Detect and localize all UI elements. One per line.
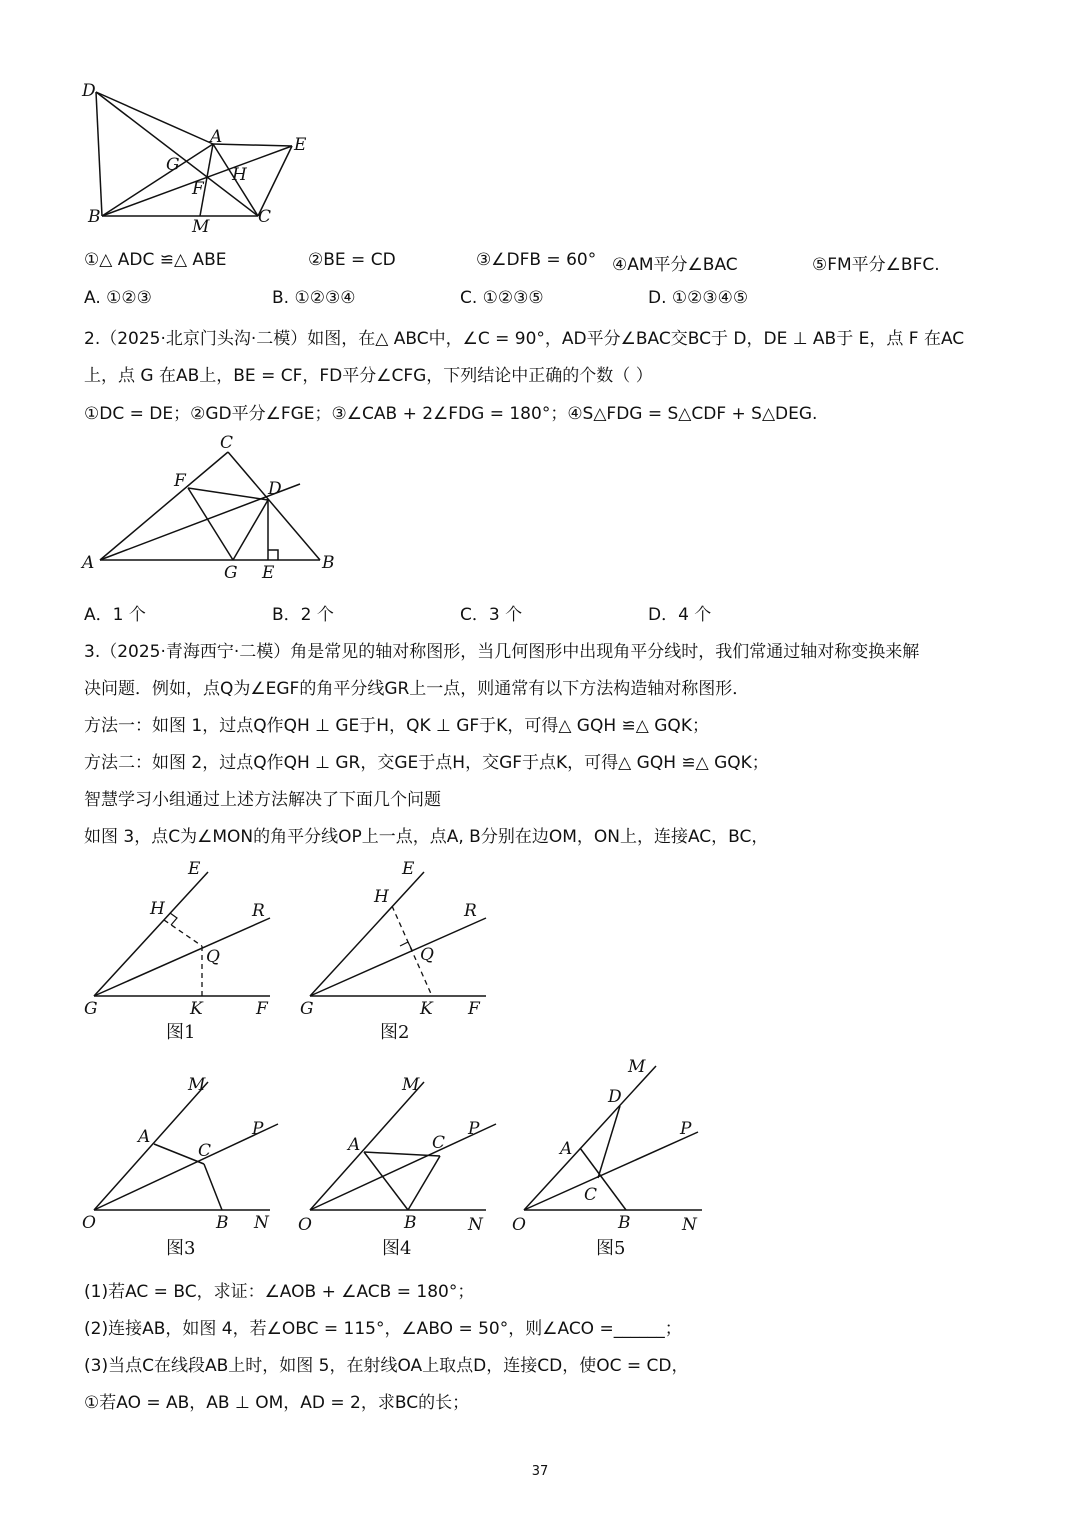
q1-statement: ④AM平分∠BAC	[612, 255, 738, 275]
fig-label: G	[84, 999, 98, 1019]
fig-label: R	[252, 901, 265, 921]
figure-q1	[80, 80, 320, 240]
fig-label: D	[82, 81, 96, 101]
figure-2	[296, 856, 496, 1046]
fig-label: E	[188, 859, 201, 879]
fig-label: B	[216, 1213, 229, 1233]
fig-label: H	[374, 887, 389, 907]
fig-label: C	[220, 433, 234, 453]
fig-label: M	[402, 1075, 420, 1095]
fig-label: N	[254, 1213, 269, 1233]
option-a[interactable]: A. ①②③	[84, 288, 152, 308]
q3-line: 方法一：如图 1，过点Q作QH ⊥ GE于H，QK ⊥ GF于K，可得△ GQH ≌△ GQK；	[84, 716, 709, 736]
q3-line: 决问题．例如，点Q为∠EGF的角平分线GR上一点，则通常有以下方法构造轴对称图形．	[84, 679, 750, 699]
figure-4	[296, 1064, 506, 1264]
fig-label: E	[262, 563, 275, 583]
fig-label: F	[174, 471, 186, 491]
fig-label: D	[608, 1087, 622, 1107]
q1-statement: ②BE = CD	[308, 250, 396, 270]
q3-part-3: (3)当点C在线段AB上时，如图 5，在射线OA上取点D，连接CD，使OC = CD，	[84, 1356, 689, 1376]
figure-5	[510, 1052, 720, 1262]
figure-caption: 图1	[166, 1022, 196, 1043]
fig-label: G	[166, 155, 180, 175]
fig-label: R	[464, 901, 477, 921]
fig-label: F	[468, 999, 480, 1019]
figure-1	[80, 856, 280, 1046]
fig-label: Q	[206, 947, 220, 967]
option-c[interactable]: C. ①②③⑤	[460, 288, 544, 308]
fig-label: E	[294, 135, 307, 155]
fig-label: A	[138, 1127, 151, 1147]
fig-label: A	[82, 553, 95, 573]
fig-label: M	[628, 1057, 646, 1077]
fig-label: C	[584, 1185, 598, 1205]
option-a[interactable]: A．1 个	[84, 605, 146, 625]
fig-label: C	[198, 1141, 212, 1161]
fig-label: P	[468, 1119, 480, 1139]
q3-part-3a: ①若AO = AB，AB ⊥ OM，AD = 2，求BC的长；	[84, 1393, 470, 1413]
fig-label: K	[420, 999, 433, 1019]
fig-label: N	[468, 1215, 483, 1235]
fig-label: O	[82, 1213, 96, 1233]
figure-caption: 图5	[596, 1238, 626, 1259]
fig-label: B	[618, 1213, 631, 1233]
fig-label: A	[210, 127, 223, 147]
q1-statement: ①△ ADC ≌△ ABE	[84, 250, 227, 270]
q3-line: 方法二：如图 2，过点Q作QH ⊥ GR，交GE于点H，交GF于点K，可得△ GQH ≌△ GQK；	[84, 753, 769, 773]
fig-label: K	[190, 999, 203, 1019]
fig-label: H	[150, 899, 165, 919]
q3-line: 如图 3，点C为∠MON的角平分线OP上一点，点A, B分别在边OM，ON上，连接AC，BC，	[84, 827, 769, 847]
page-number: 37	[531, 1464, 549, 1479]
fig-label: E	[402, 859, 415, 879]
fig-label: Q	[420, 945, 434, 965]
q2-line: ①DC = DE；②GD平分∠FGE；③∠CAB + 2∠FDG = 180°；④S△FDG = S△CDF + S△DEG.	[84, 404, 818, 424]
fig-label: N	[682, 1215, 697, 1235]
fig-label: D	[268, 479, 282, 499]
q3-line: 3.（2025·青海西宁·二模）角是常见的轴对称图形，当几何图形中出现角平分线时，我们常通过轴对称变换来解	[84, 642, 920, 662]
option-b[interactable]: B．2 个	[272, 605, 334, 625]
q2-line: 2.（2025·北京门头沟·二模）如图，在△ ABC中，∠C = 90°，AD平分∠BAC交BC于 D，DE ⊥ AB于 E，点 F 在AC	[84, 329, 965, 349]
figure-3	[80, 1064, 290, 1264]
fig-label: B	[404, 1213, 417, 1233]
option-b[interactable]: B. ①②③④	[272, 288, 356, 308]
option-c[interactable]: C．3 个	[460, 605, 523, 625]
fig-label: P	[680, 1119, 692, 1139]
fig-label: P	[252, 1119, 264, 1139]
fig-label: F	[192, 179, 204, 199]
figure-caption: 图2	[380, 1022, 410, 1043]
fig-label: A	[348, 1135, 361, 1155]
fig-label: C	[258, 207, 272, 227]
fig-label: G	[300, 999, 314, 1019]
q3-part-2: (2)连接AB，如图 4，若∠OBC = 115°，∠ABO = 50°，则∠ACO =______；	[84, 1319, 682, 1339]
q1-statement: ③∠DFB = 60°	[476, 250, 597, 270]
fig-label: F	[256, 999, 268, 1019]
q1-statement: ⑤FM平分∠BFC.	[812, 255, 940, 275]
figure-q2	[78, 430, 358, 583]
fig-label: A	[560, 1139, 573, 1159]
option-d[interactable]: D．4 个	[648, 605, 712, 625]
option-d[interactable]: D. ①②③④⑤	[648, 288, 749, 308]
q3-part-1: (1)若AC = BC，求证：∠AOB + ∠ACB = 180°；	[84, 1282, 475, 1302]
fig-label: C	[432, 1133, 446, 1153]
fig-label: M	[188, 1075, 206, 1095]
figure-caption: 图3	[166, 1238, 196, 1259]
figure-caption: 图4	[382, 1238, 412, 1259]
q2-line: 上，点 G 在AB上，BE = CF，FD平分∠CFG，下列结论中正确的个数（ ）	[84, 366, 653, 386]
fig-label: O	[298, 1215, 312, 1235]
q3-line: 智慧学习小组通过上述方法解决了下面几个问题	[84, 790, 441, 810]
fig-label: B	[322, 553, 335, 573]
fig-label: O	[512, 1215, 526, 1235]
fig-label: H	[232, 165, 247, 185]
fig-label: B	[88, 207, 101, 227]
fig-label: M	[192, 217, 210, 237]
fig-label: G	[224, 563, 238, 583]
